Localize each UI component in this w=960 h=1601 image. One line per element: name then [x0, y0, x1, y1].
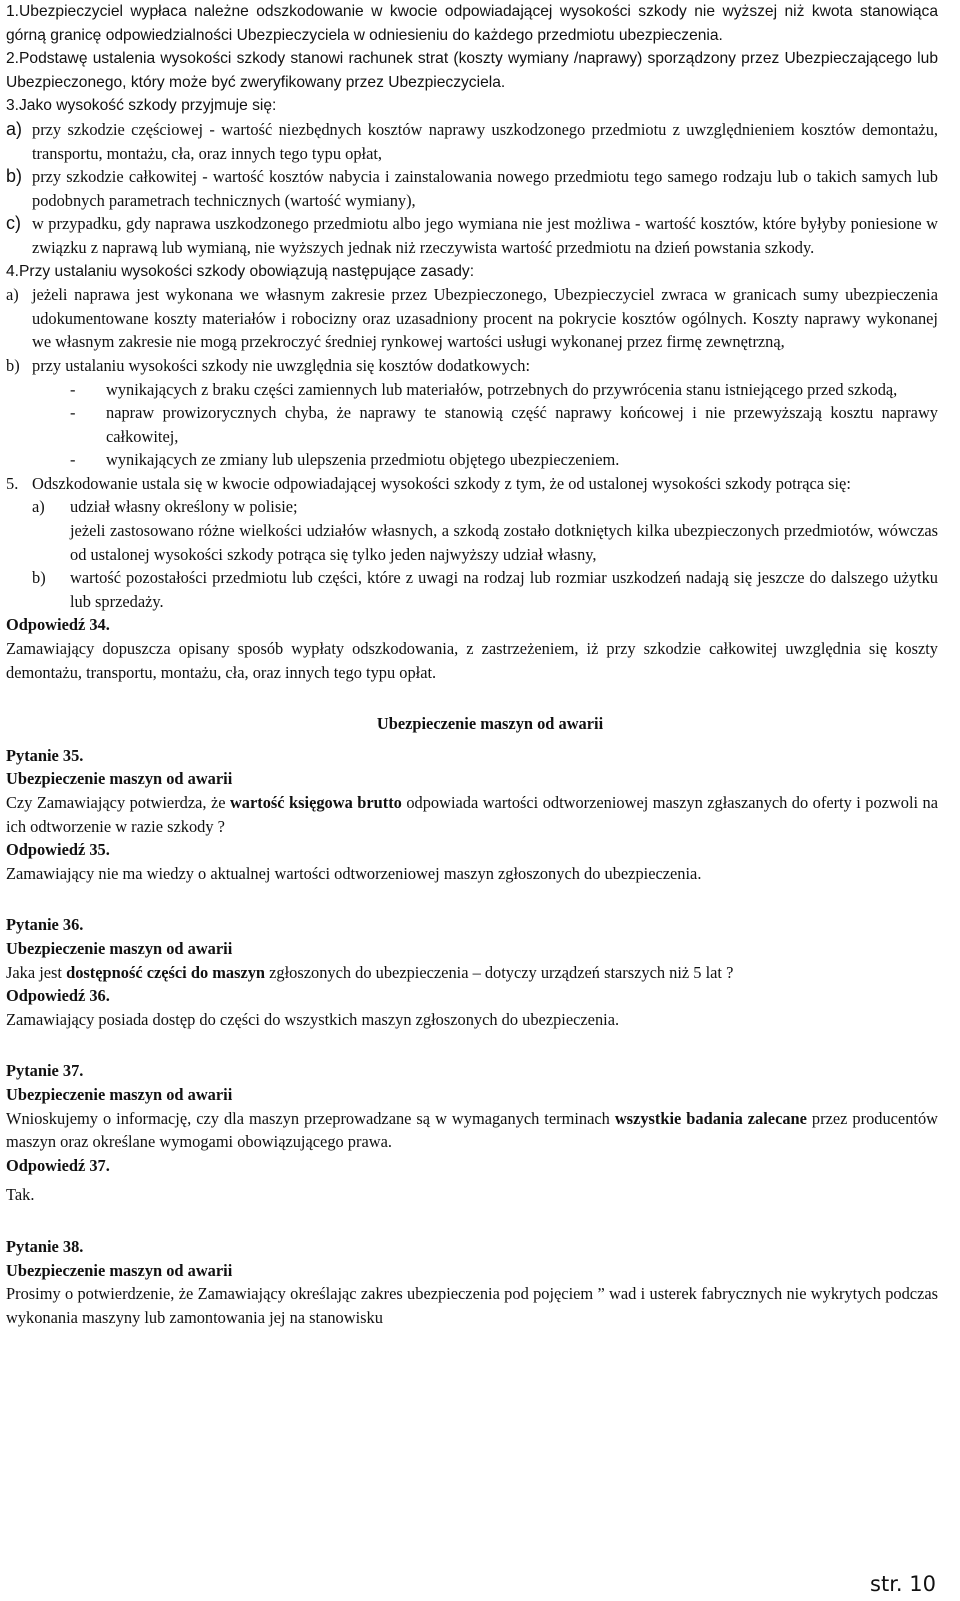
list-item: [6, 165, 938, 212]
question-37-text: Wnioskujemy o informację, czy dla maszyn przeprowadzane są w wymaganych terminach wszystkie badania zalecane przez producentów maszyn oraz określane wymogami obowiązującego prawa.: [6, 1108, 938, 1152]
question-36-subject: Ubezpieczenie maszyn od awarii: [6, 938, 233, 958]
question-38-label: Pytanie 38.: [6, 1236, 84, 1256]
list-text: przy szkodzie całkowitej - wartość kosztów nabycia i zainstalowania nowego przedmiotu tego samego rodzaju lub o takich samych lub podobnych parametrach technicznych (wartość wymiany),: [32, 167, 938, 210]
answer-36-text: Zamawiający posiada dostęp do części do wszystkich maszyn zgłoszonych do ubezpieczenia.: [6, 1009, 620, 1029]
question-38-subject: Ubezpieczenie maszyn od awarii: [6, 1260, 233, 1280]
dash-item: [70, 448, 938, 472]
list-text: udział własny określony w polisie;: [70, 497, 298, 517]
list-item: [32, 566, 938, 613]
dash-text: napraw prowizorycznych chyba, że naprawy te stanowią część naprawy końcowej i nie przewyższają kosztu naprawy całkowitej,: [106, 403, 938, 446]
question-36-text: Jaka jest dostępność części do maszyn zgłoszonych do ubezpieczenia – dotyczy urządzeń starszych niż 5 lat ?: [6, 962, 734, 982]
question-38-text: Prosimy o potwierdzenie, że Zamawiający określając zakres ubezpieczenia pod pojęciem ” wad i usterek fabrycznych nie wykrytych podczas wykonania maszyny lub zamontowania jej na stanowisku: [6, 1284, 938, 1327]
question-36-label: Pytanie 36.: [6, 915, 84, 935]
list-item: [6, 354, 938, 378]
question-37-subject: Ubezpieczenie maszyn od awarii: [6, 1084, 233, 1104]
list-text: Odszkodowanie ustala się w kwocie odpowiadającej wysokości szkody z tym, że od ustalonej wysokości szkody potrąca się:: [32, 473, 851, 493]
answer-37-text: Tak.: [6, 1185, 35, 1205]
dash-marker: -: [70, 379, 76, 399]
dash-marker: -: [70, 403, 76, 423]
list-continuation: jeżeli zastosowano różne wielkości udziałów własnych, a szkodą zostało dotkniętych kilka ubezpieczonych przedmiotów, wówczas od ustalonej wysokości szkody potrąca się tylko jeden najwyższy udział własny,: [70, 521, 938, 564]
answer-35-text: Zamawiający nie ma wiedzy o aktualnej wartości odtworzeniowej maszyn zgłoszonych do ubezpieczenia.: [6, 863, 702, 883]
paragraph-3: 3.Jako wysokość szkody przyjmuje się:: [6, 97, 277, 115]
list-marker: a): [6, 118, 23, 139]
list-text: przy ustalaniu wysokości szkody nie uwzględnia się kosztów dodatkowych:: [32, 355, 530, 375]
question-37-label: Pytanie 37.: [6, 1061, 84, 1081]
list-item: [6, 118, 938, 165]
answer-35-label: Odpowiedź 35.: [6, 840, 110, 860]
list-text: przy szkodzie częściowej - wartość niezbędnych kosztów naprawy uszkodzonego przedmiotu z uwzględnieniem kosztów demontażu, transportu, montażu, cła, oraz innych tego typu opłat,: [32, 119, 938, 163]
list-marker: a): [6, 285, 19, 305]
dash-marker: -: [70, 450, 76, 470]
question-35-label: Pytanie 35.: [6, 745, 84, 765]
question-35-subject: Ubezpieczenie maszyn od awarii: [6, 769, 233, 789]
list-marker: 5.: [6, 473, 19, 493]
list-text: jeżeli naprawa jest wykonana we własnym zakresie przez Ubezpieczonego, Ubezpieczyciel zwraca w granicach sumy ubezpieczenia udokumentowane koszty materiałów i robocizny oraz uzasadniony procent na pokrycie kosztów ogólnych. Koszty naprawy wykonanej we własnym zakresie nie mogą przekroczyć średniej rynkowej wartości usługi wykonanej przez firmę zewnętrzną,: [32, 285, 938, 352]
list-text: w przypadku, gdy naprawa uszkodzonego przedmiotu albo jego wymiana nie jest możliwa - wartość kosztów, które byłyby poniesione w związku z naprawą lub wymianą, nie wyższych jednak niż rzeczywista wartość przedmiotu na dzień powstania szkody.: [32, 214, 938, 257]
dash-text: wynikających z braku części zamiennych lub materiałów, potrzebnych do przywrócenia stanu istniejącego przed szkodą,: [106, 379, 898, 399]
list-marker: a): [32, 497, 45, 517]
list-text: wartość pozostałości przedmiotu lub części, które z uwagi na rodzaj lub rozmiar uszkodzeń nadają się jeszcze do dalszego użytku lub sprzedaży.: [70, 568, 938, 611]
document-page: [6, 0, 938, 1329]
question-35-text: Czy Zamawiający potwierdza, że wartość księgowa brutto odpowiada wartości odtworzeniowej maszyn zgłaszanych do oferty i pozwoli na ich odtworzenie w razie szkody ?: [6, 793, 938, 836]
answer-34-text: Zamawiający dopuszcza opisany sposób wypłaty odszkodowania, z zastrzeżeniem, iż przy szkodzie całkowitej uwzględnia się koszty demontażu, transportu, montażu, cła, oraz innych tego typu opłat.: [6, 639, 938, 682]
dash-item: [70, 401, 938, 448]
list-marker: b): [6, 166, 23, 187]
list-marker: b): [6, 355, 20, 375]
list-item: [6, 283, 938, 354]
list-item: [6, 212, 938, 259]
answer-37-label: Odpowiedź 37.: [6, 1155, 110, 1175]
paragraph-2: 2.Podstawę ustalenia wysokości szkody stanowi rachunek strat (koszty wymiany /naprawy) sporządzony przez Ubezpieczającego lub Ubezpieczonego, który może być zweryfikowany przez Ubezpieczyciela.: [6, 50, 938, 91]
list-marker: c): [6, 213, 21, 234]
page-number: str. 10: [870, 1572, 936, 1597]
paragraph-4: 4.Przy ustalaniu wysokości szkody obowiązują następujące zasady:: [6, 262, 475, 280]
dash-text: wynikających ze zmiany lub ulepszenia przedmiotu objętego ubezpieczeniem.: [106, 450, 620, 470]
answer-36-label: Odpowiedź 36.: [6, 986, 110, 1006]
numbered-item: [6, 472, 938, 496]
answer-34-label: Odpowiedź 34.: [6, 615, 110, 635]
paragraph-1: 1.Ubezpieczyciel wypłaca należne odszkodowanie w kwocie odpowiadającej wysokości szkody nie wyższej niż kwota stanowiąca górną granicę odpowiedzialności Ubezpieczyciela w odniesieniu do każdego przedmiotu ubezpieczenia.: [6, 3, 938, 44]
list-marker: b): [32, 568, 46, 588]
section-title: Ubezpieczenie maszyn od awarii: [376, 714, 604, 734]
list-item: [32, 495, 938, 519]
dash-item: [70, 378, 938, 402]
